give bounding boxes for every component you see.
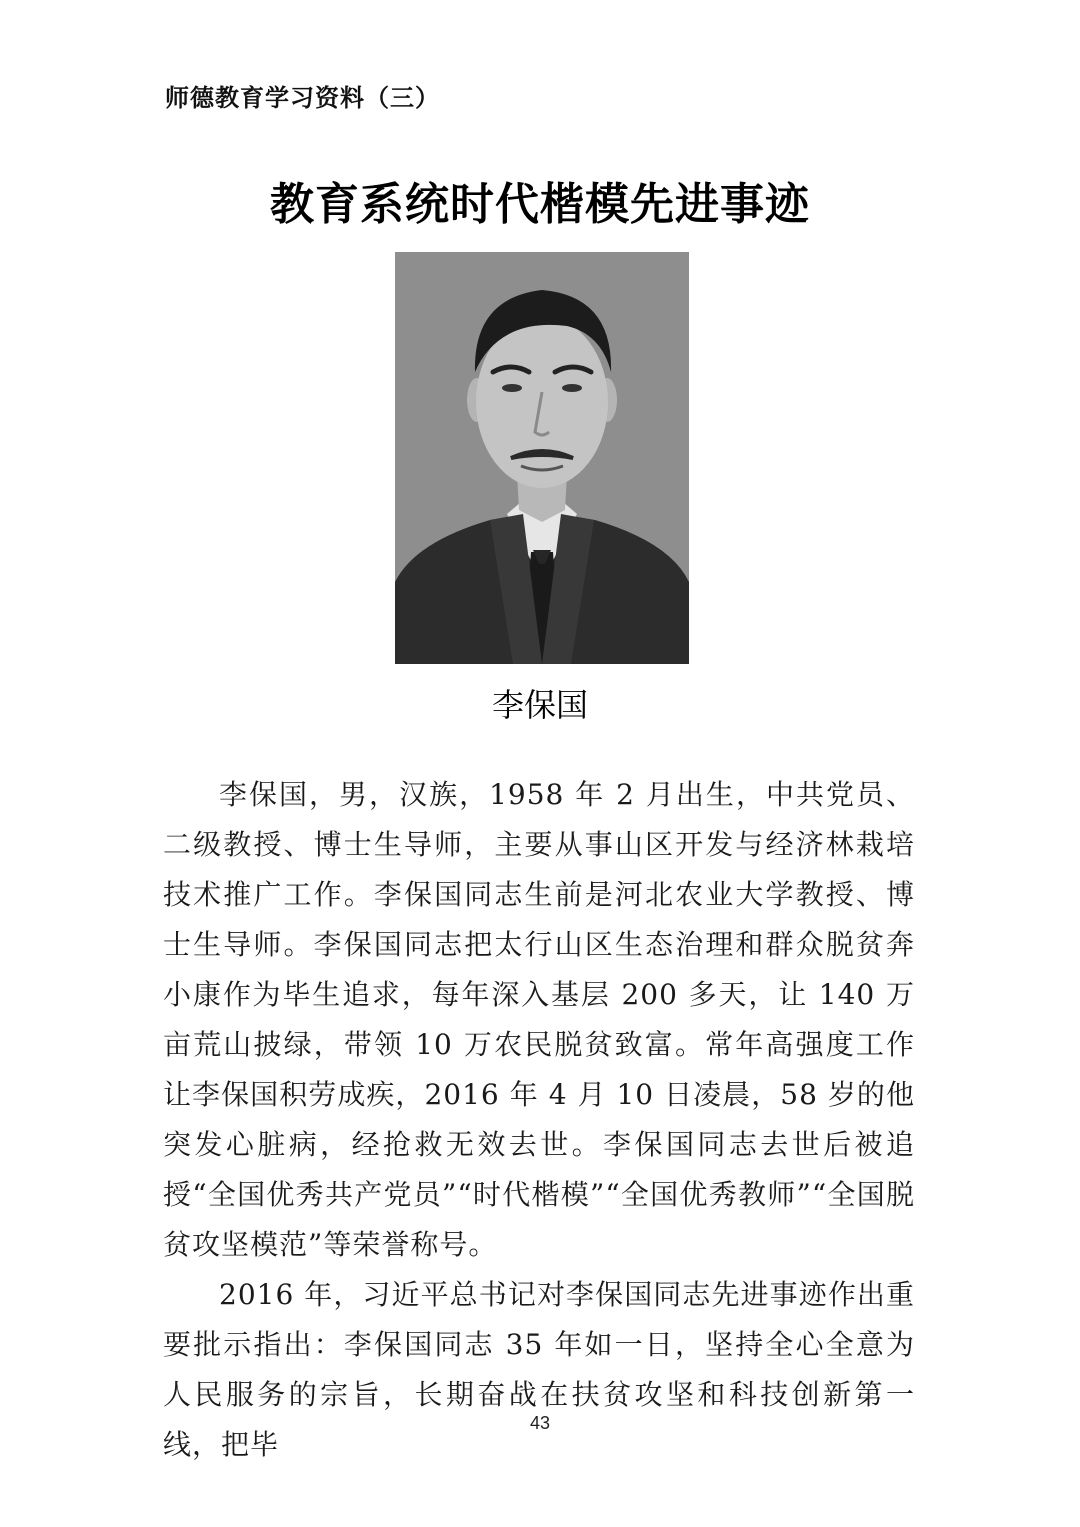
running-header: 师德教育学习资料（三） bbox=[165, 83, 440, 112]
page-title: 教育系统时代楷模先进事迹 bbox=[270, 179, 810, 230]
page-number: 43 bbox=[529, 1413, 551, 1433]
portrait-photo bbox=[395, 252, 689, 664]
portrait-caption: 李保国 bbox=[491, 686, 588, 724]
paragraph-2: 2016 年，习近平总书记对李保国同志先进事迹作出重要批示指出：李保国同志 35 年如一日，坚持全心全意为人民服务的宗旨，长期奋战在扶贫攻坚和科技创新第一线，把毕 bbox=[163, 1278, 915, 1461]
paragraph-1: 李保国，男，汉族，1958 年 2 月出生，中共党员、二级教授、博士生导师，主要从事山区开发与经济林栽培技术推广工作。李保国同志生前是河北农业大学教授、博士生导师。李保国同志把太行山区生态治理和群众脱贫奔小康作为毕生追求，每年深入基层 200 多天，让 140 万亩荒山披绿，带领 10 万农民脱贫致富。常年高强度工作让李保国积劳成疾，2016 年 4 月 10 日凌晨，58 岁的他突发心脏病，经抢救无效去世。李保国同志去世后被追授“全国优秀共产党员”“时代楷模”“全国优秀教师”“全国脱贫攻坚模范”等荣誉称号。 bbox=[163, 778, 915, 1261]
article-body bbox=[163, 770, 915, 1470]
portrait-illustration bbox=[395, 252, 689, 664]
